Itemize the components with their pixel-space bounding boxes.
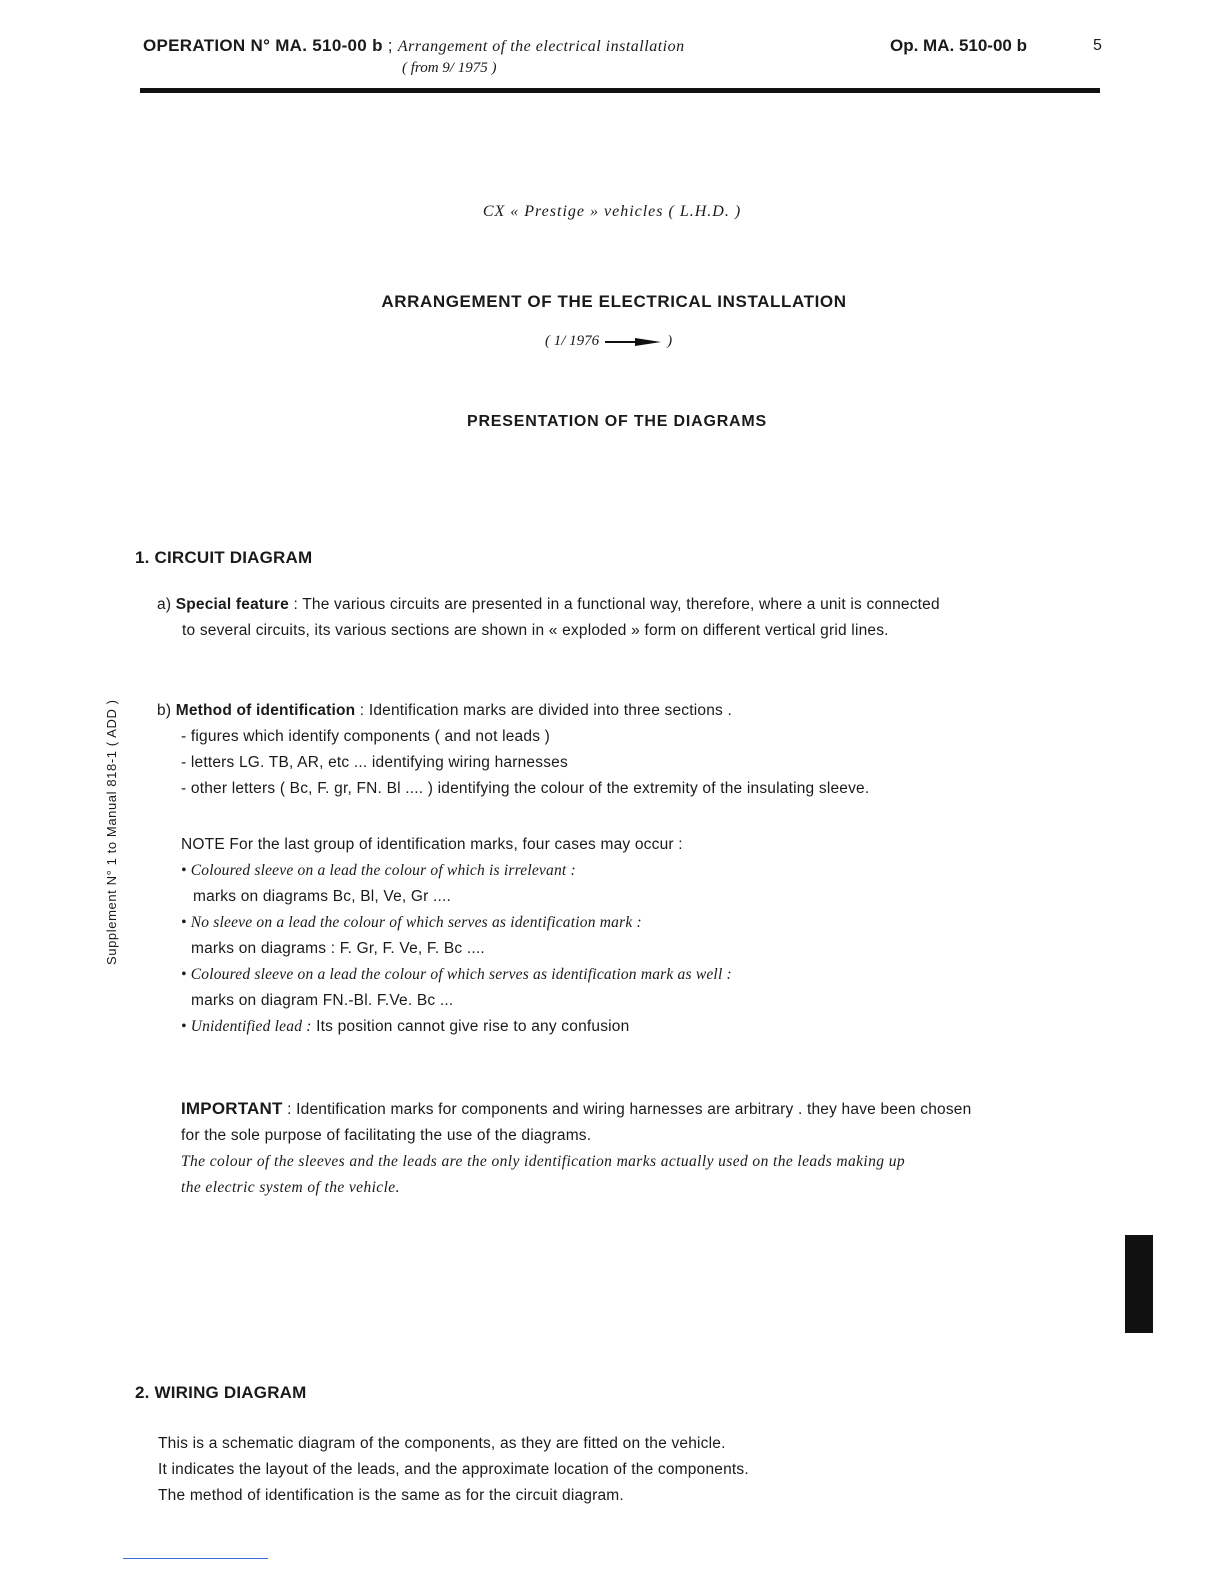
method-list: [157, 724, 1097, 802]
method-title: Method of identification: [175, 702, 356, 719]
special-feature-line1: [157, 592, 1097, 618]
note-block: [181, 832, 1081, 1040]
item-a-label: a): [157, 596, 172, 613]
special-feature-text2: to several circuits, its various sections are shown in « exploded » form on different vertical grid lines.: [182, 622, 889, 639]
operation-label: OPERATION N° MA. 510-00 b: [143, 36, 383, 55]
note-case2-marks: marks on diagrams : F. Gr, F. Ve, F. Bc ....: [191, 940, 485, 957]
section2-heading: 2. WIRING DIAGRAM: [135, 1383, 307, 1402]
important-text2: for the sole purpose of facilitating the use of the diagrams.: [181, 1127, 592, 1144]
date-range: [545, 333, 672, 350]
note-case1-marks: marks on diagrams Bc, Bl, Ve, Gr ....: [193, 888, 452, 905]
section2-line: It indicates the layout of the leads, and the approximate location of the components.: [158, 1461, 749, 1478]
important-block: [181, 1096, 1101, 1201]
section1-special-feature: [157, 592, 1097, 644]
section2-text: [158, 1431, 1058, 1509]
method-sep: :: [355, 702, 369, 719]
header-rule: [140, 88, 1100, 93]
section1-heading: 1. CIRCUIT DIAGRAM: [135, 548, 313, 567]
note-case3-marks: marks on diagram FN.-Bl. F.Ve. Bc ...: [191, 992, 454, 1009]
page-edge-marker: [1125, 1235, 1153, 1333]
special-feature-text1: The various circuits are presented in a functional way, therefore, where a unit is connected: [302, 596, 940, 613]
item-b-label: b): [157, 702, 172, 719]
date-range-start: ( 1/ 1976: [545, 333, 600, 349]
page-number: 5: [1093, 37, 1102, 54]
special-feature-title: Special feature: [175, 596, 289, 613]
operation-title: Arrangement of the electrical installation: [397, 38, 685, 55]
list-item: - letters LG. TB, AR, etc ... identifying wiring harnesses: [181, 754, 568, 771]
important-italic2: the electric system of the vehicle.: [181, 1179, 400, 1196]
section2-line: This is a schematic diagram of the components, as they are fitted on the vehicle.: [158, 1435, 726, 1452]
note-case2-title: • No sleeve on a lead the colour of which serves as identification mark :: [181, 914, 642, 931]
operation-separator: ;: [387, 36, 393, 55]
note-case1-title: • Coloured sleeve on a lead the colour of which is irrelevant :: [181, 862, 576, 879]
bottom-rule: [123, 1558, 268, 1559]
method-line: [157, 698, 1097, 724]
important-italic1: The colour of the sleeves and the leads are the only identification marks actually used on the leads making up: [181, 1153, 906, 1170]
margin-note: Supplement N° 1 to Manual 818-1 ( ADD ): [104, 699, 119, 965]
special-feature-sep: :: [288, 596, 303, 613]
vehicle-subtitle: CX « Prestige » vehicles ( L.H.D. ): [482, 203, 742, 220]
operation-reference: Op. MA. 510-00 b: [890, 36, 1027, 55]
important-sep: :: [282, 1101, 297, 1118]
note-case3-title: • Coloured sleeve on a lead the colour of which serves as identification mark as well :: [181, 966, 732, 983]
list-item: - figures which identify components ( and not leads ): [181, 728, 551, 745]
operation-from-date: ( from 9/ 1975 ): [402, 60, 497, 76]
presentation-title: PRESENTATION OF THE DIAGRAMS: [466, 413, 768, 430]
note-case4-title: • Unidentified lead :: [181, 1018, 312, 1035]
arrow-right-icon: [605, 337, 661, 347]
date-range-end: ): [667, 333, 673, 349]
important-label: IMPORTANT: [181, 1099, 283, 1118]
important-line1: [181, 1096, 1101, 1123]
header-operation: [143, 36, 685, 56]
note-case4: [181, 1014, 1081, 1040]
note-intro: NOTE For the last group of identification marks, four cases may occur :: [181, 836, 683, 853]
section2-line: The method of identification is the same as for the circuit diagram.: [158, 1487, 624, 1504]
method-text: Identification marks are divided into three sections .: [368, 702, 733, 719]
important-text1: Identification marks for components and wiring harnesses are arbitrary . they have been chosen: [296, 1101, 972, 1118]
section1-method: [157, 698, 1097, 802]
list-item: - other letters ( Bc, F. gr, FN. Bl .... ) identifying the colour of the extremity of the insulating sleeve.: [181, 780, 870, 797]
note-case4-text: Its position cannot give rise to any confusion: [311, 1018, 630, 1035]
main-title: ARRANGEMENT OF THE ELECTRICAL INSTALLATION: [381, 292, 847, 311]
